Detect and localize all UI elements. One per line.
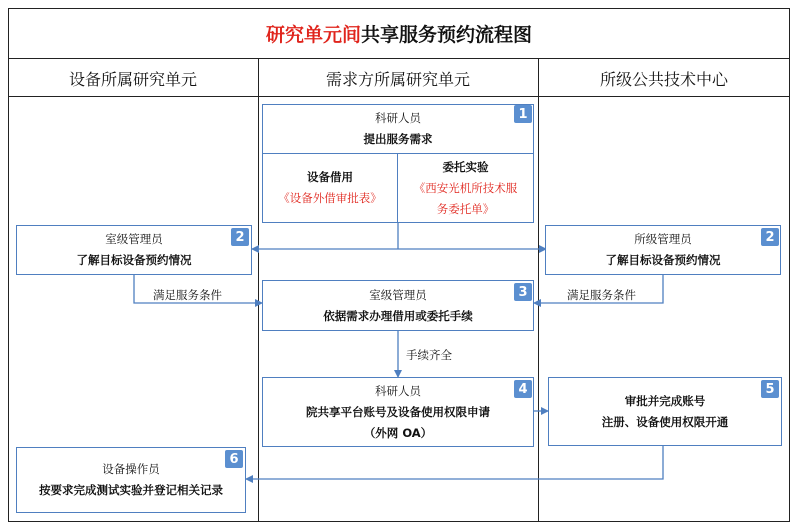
step4-note: （外网 OA） [363, 425, 433, 440]
label-procedures-done: 手续齐全 [406, 348, 452, 362]
step3-badge: 3 [514, 283, 532, 301]
borrow-form: 《设备外借审批表》 [278, 191, 382, 205]
title-red-part: 研究单元间 [265, 23, 361, 46]
step2-right-role: 所级管理员 [634, 232, 692, 246]
commission-box [397, 153, 534, 223]
commission-form-line1: 《西安光机所技术服 [413, 180, 518, 195]
step2-left-box [16, 225, 252, 275]
step4-box [262, 377, 534, 447]
arrow-step5-to-step6 [246, 446, 663, 479]
title-black-part: 共享服务预约流程图 [361, 23, 533, 46]
step3-box [262, 280, 534, 331]
column-header-equipment-unit: 设备所属研究单元 [68, 69, 197, 89]
step5-line2: 注册、设备使用权限开通 [601, 414, 729, 429]
step5-line1: 审批并完成账号 [624, 393, 706, 408]
step5-badge: 5 [761, 380, 779, 398]
step1-action: 提出服务需求 [363, 132, 433, 146]
label-right-condition: 满足服务条件 [567, 288, 636, 302]
step6-box [16, 447, 246, 513]
step6-badge: 6 [225, 450, 243, 468]
step2-left-badge: 2 [231, 228, 249, 246]
step4-role: 科研人员 [375, 383, 421, 398]
step1-box [262, 104, 534, 154]
step2-left-action: 了解目标设备预约情况 [76, 253, 192, 267]
step3-role: 室级管理员 [369, 287, 427, 302]
step6-role: 设备操作员 [102, 462, 160, 476]
step5-box [548, 377, 782, 446]
commission-title: 委托实验 [442, 159, 489, 174]
step1-role: 科研人员 [375, 111, 421, 125]
step4-badge: 4 [514, 380, 532, 398]
step4-action: 院共享平台账号及设备使用权限申请 [306, 404, 490, 419]
borrow-title: 设备借用 [307, 170, 353, 184]
column-header-tech-center: 所级公共技术中心 [599, 69, 728, 89]
step2-right-box [545, 225, 781, 275]
label-left-condition: 满足服务条件 [153, 288, 222, 302]
step2-right-action: 了解目标设备预约情况 [605, 253, 721, 267]
step6-action: 按要求完成测试实验并登记相关记录 [39, 483, 223, 497]
step1-badge: 1 [514, 105, 532, 123]
step3-action: 依据需求办理借用或委托手续 [323, 308, 473, 323]
column-header-requester-unit: 需求方所属研究单元 [325, 69, 470, 89]
step2-right-badge: 2 [761, 228, 779, 246]
commission-form-line2: 务委托单》 [436, 201, 495, 216]
borrow-box [262, 153, 398, 223]
step2-left-role: 室级管理员 [105, 232, 163, 246]
